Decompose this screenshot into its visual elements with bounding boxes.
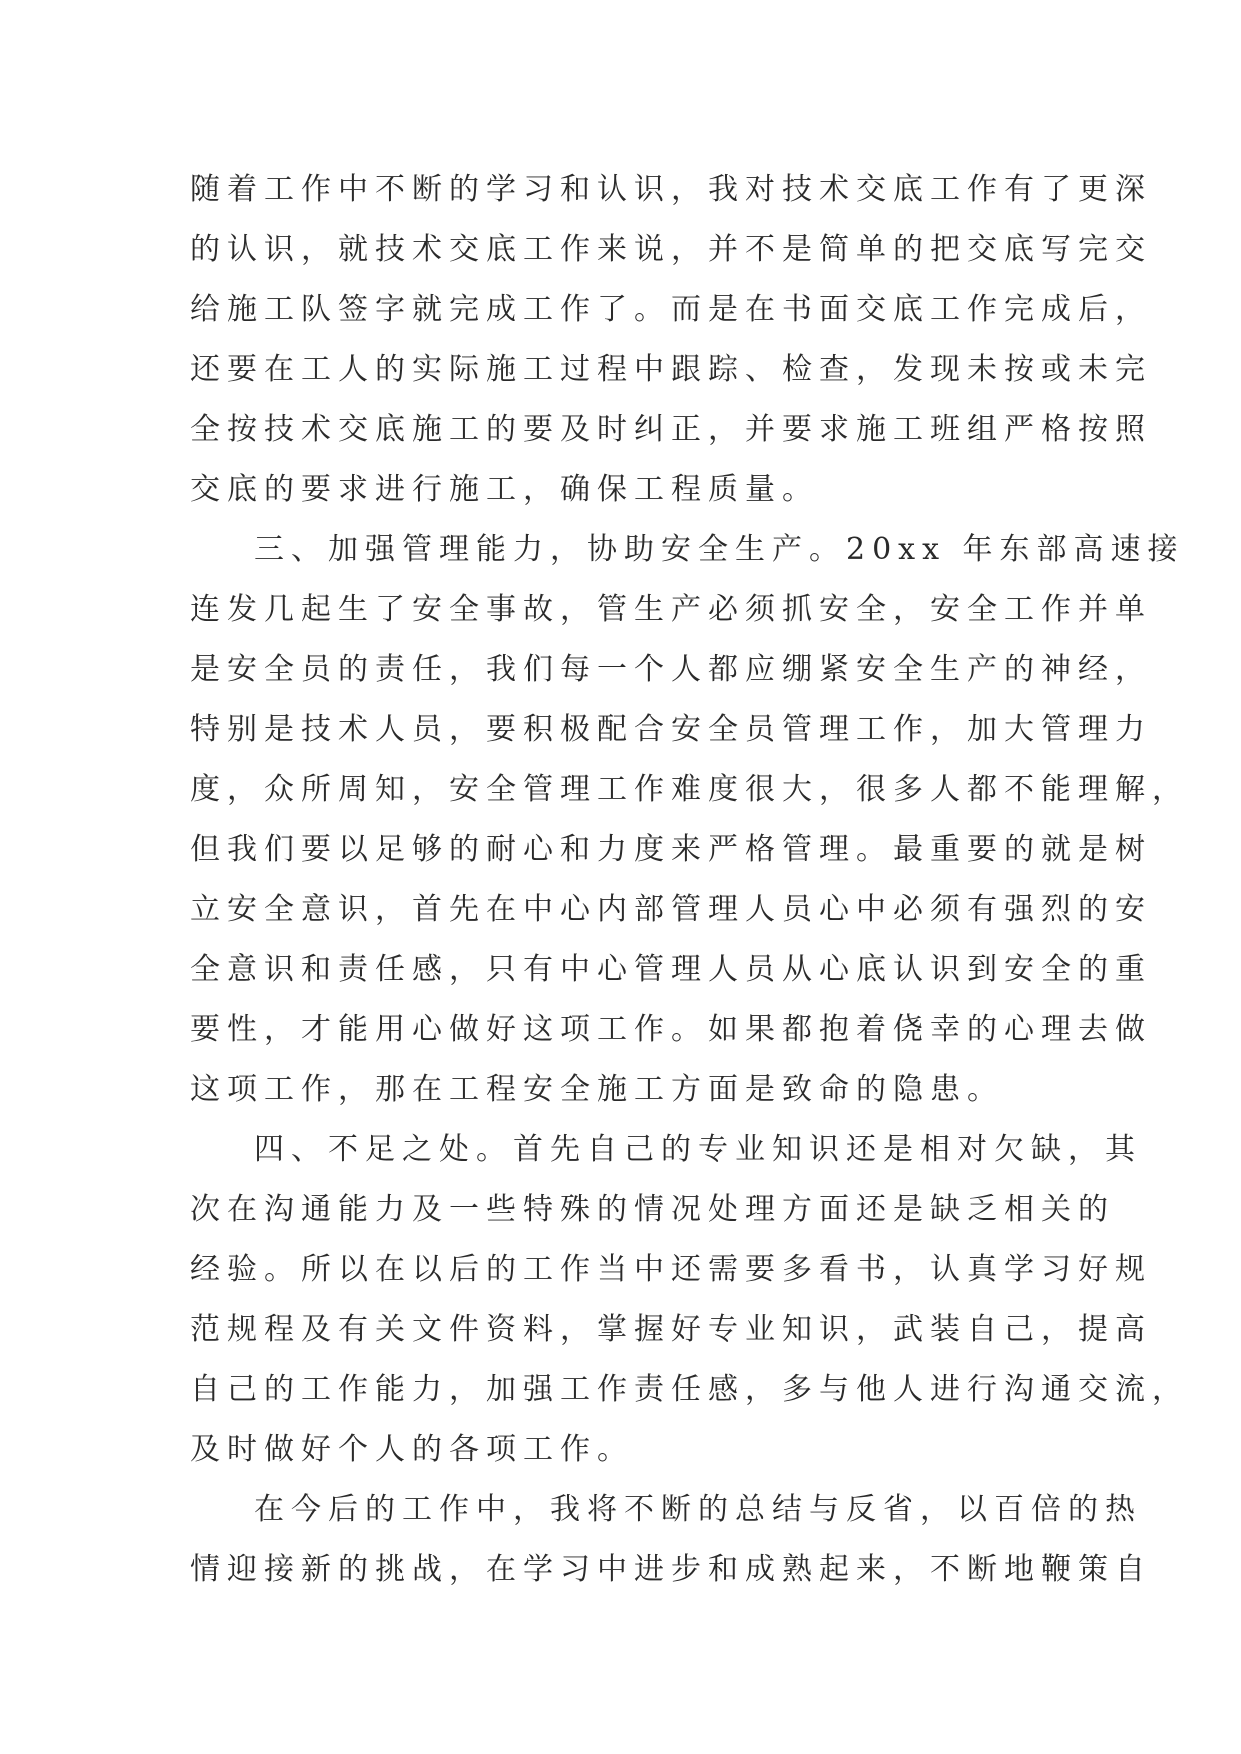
body-text-line: 及时做好个人的各项工作。 [190,1432,634,1467]
body-text-line: 次在沟通能力及一些特殊的情况处理方面还是缺乏相关的 [190,1192,1115,1227]
body-text-line: 自己的工作能力，加强工作责任感，多与他人进行沟通交流， [190,1372,1189,1407]
body-text-line: 连发几起生了安全事故，管生产必须抓安全，安全工作并单 [190,592,1152,627]
body-text-line: 要性，才能用心做好这项工作。如果都抱着侥幸的心理去做 [190,1012,1152,1047]
body-text-line: 是安全员的责任，我们每一个人都应绷紧安全生产的神经， [190,652,1152,687]
body-text-line: 经验。所以在以后的工作当中还需要多看书，认真学习好规 [190,1252,1152,1287]
body-text-line: 特别是技术人员，要积极配合安全员管理工作，加大管理力 [190,712,1152,747]
section-heading-line: 四、不足之处。首先自己的专业知识还是相对欠缺，其 [254,1132,1142,1167]
paragraph-start-line: 在今后的工作中，我将不断的总结与反省，以百倍的热 [254,1492,1142,1527]
body-text-line: 度，众所周知，安全管理工作难度很大，很多人都不能理解， [190,772,1189,807]
body-text-line: 范规程及有关文件资料，掌握好专业知识，武装自己，提高 [190,1312,1152,1347]
body-text-line: 情迎接新的挑战，在学习中进步和成熟起来，不断地鞭策自 [190,1552,1152,1587]
body-text-line: 全意识和责任感，只有中心管理人员从心底认识到安全的重 [190,952,1152,987]
body-text-line: 还要在工人的实际施工过程中跟踪、检查，发现未按或未完 [190,352,1152,387]
body-text-line: 全按技术交底施工的要及时纠正，并要求施工班组严格按照 [190,412,1152,447]
body-text-line: 交底的要求进行施工，确保工程质量。 [190,472,819,507]
body-text-line: 的认识，就技术交底工作来说，并不是简单的把交底写完交 [190,232,1152,267]
body-text-line: 立安全意识，首先在中心内部管理人员心中必须有强烈的安 [190,892,1152,927]
body-text-line: 随着工作中不断的学习和认识，我对技术交底工作有了更深 [190,172,1152,207]
body-text-line: 这项工作，那在工程安全施工方面是致命的隐患。 [190,1072,1004,1107]
body-text-line: 但我们要以足够的耐心和力度来严格管理。最重要的就是树 [190,832,1152,867]
document-body [190,160,1189,1600]
section-heading-line: 三、加强管理能力，协助安全生产。20xx 年东部高速接 [254,532,1185,567]
body-text-line: 给施工队签字就完成工作了。而是在书面交底工作完成后， [190,292,1152,327]
